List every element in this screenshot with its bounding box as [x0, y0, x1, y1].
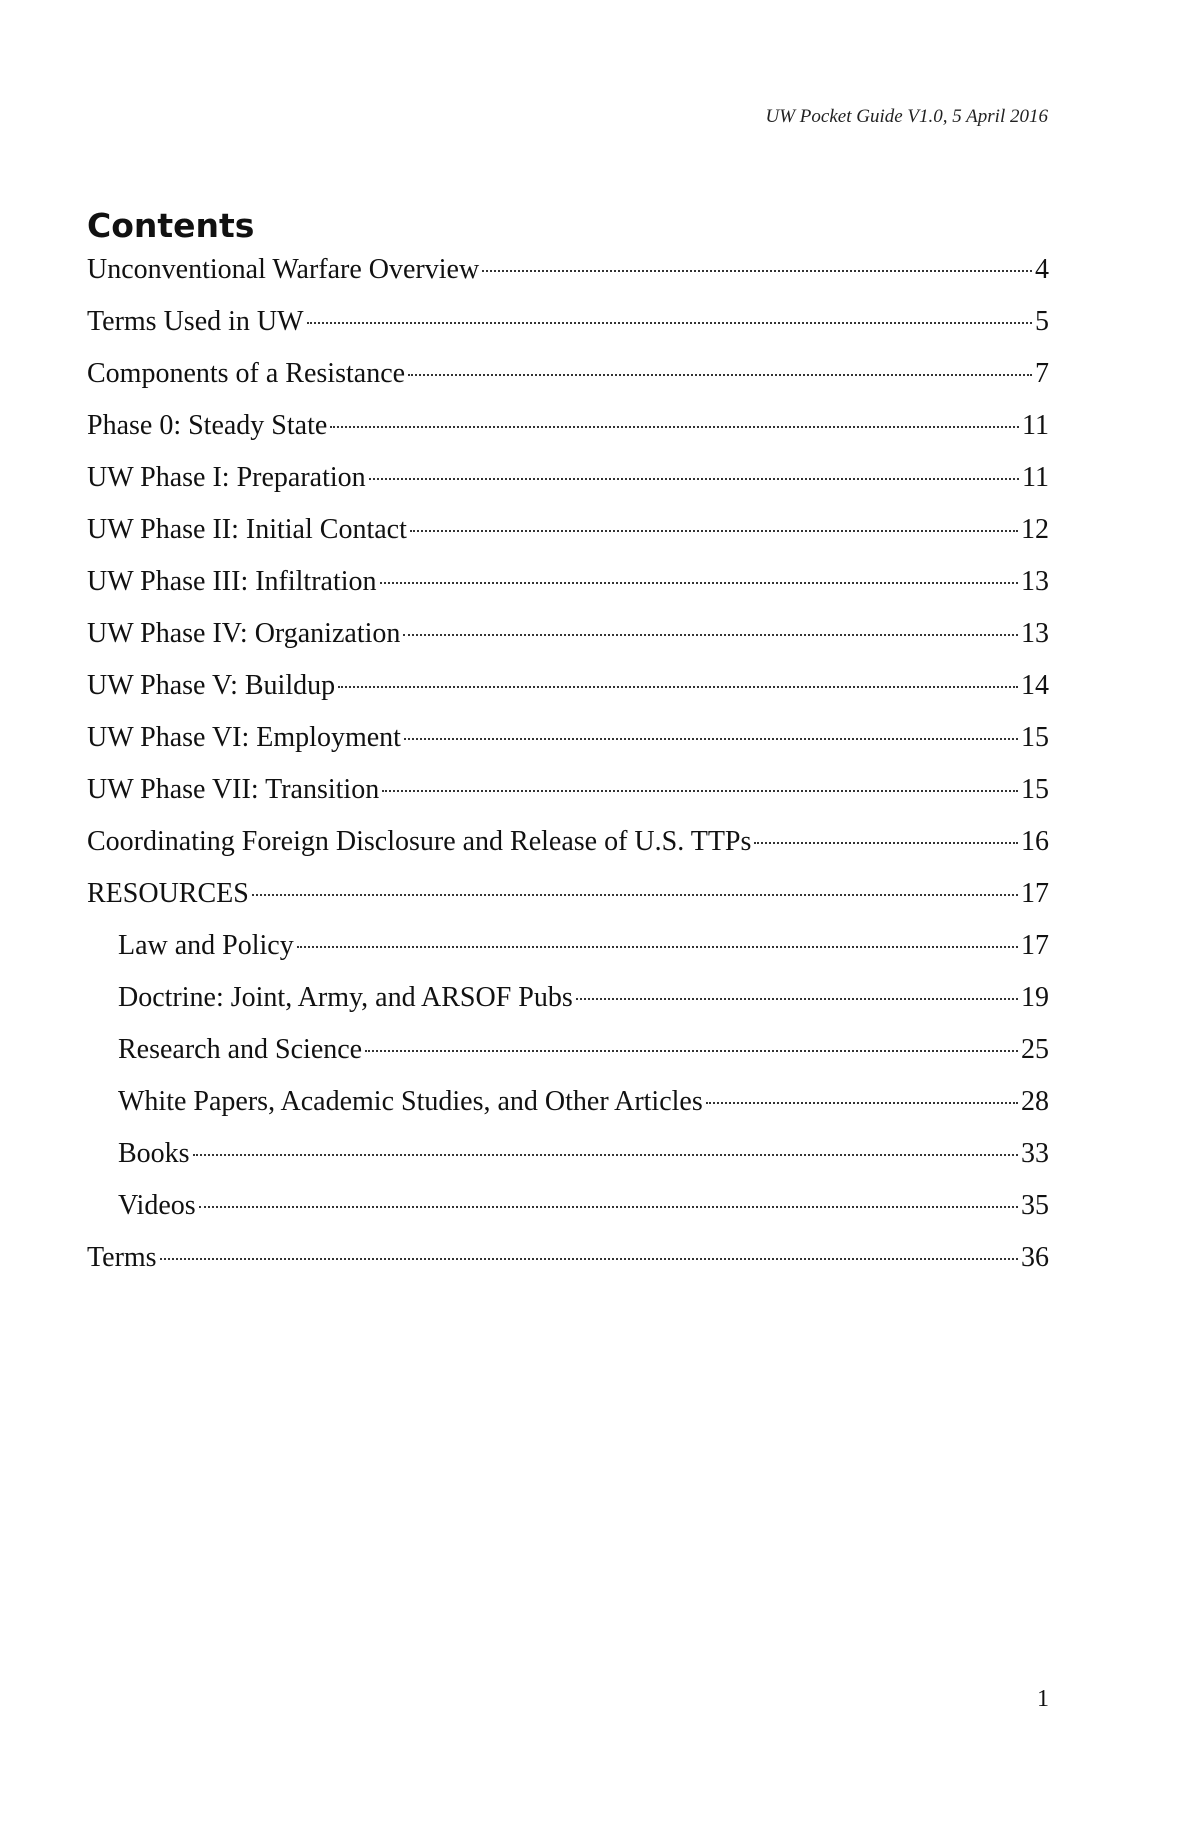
toc-entry[interactable]	[87, 1242, 1049, 1294]
dot-leader	[369, 478, 1019, 480]
toc-entry-title: Components of a Resistance	[87, 358, 406, 389]
dot-leader	[706, 1102, 1018, 1104]
dot-leader	[297, 946, 1018, 948]
toc-entry[interactable]	[87, 306, 1049, 358]
toc-entry-page-number: 7	[1035, 358, 1049, 389]
toc-entry[interactable]	[87, 1034, 1049, 1086]
toc-entry-page-number: 13	[1021, 618, 1049, 649]
dot-leader	[252, 894, 1018, 896]
running-header: UW Pocket Guide V1.0, 5 April 2016	[765, 106, 1048, 127]
toc-entry-title: Law and Policy	[118, 930, 294, 961]
dot-leader	[576, 998, 1018, 1000]
dot-leader	[410, 530, 1018, 532]
toc-entry-page-number: 4	[1035, 254, 1049, 285]
toc-entry-page-number: 15	[1021, 722, 1049, 753]
dot-leader	[160, 1258, 1018, 1260]
toc-entry-page-number: 17	[1021, 878, 1049, 909]
toc-entry-page-number: 16	[1021, 826, 1049, 857]
toc-entry-title: Coordinating Foreign Disclosure and Release of U.S. TTPs	[87, 826, 752, 857]
dot-leader	[380, 582, 1018, 584]
dot-leader	[403, 634, 1018, 636]
dot-leader	[307, 322, 1032, 324]
toc-entry-title: White Papers, Academic Studies, and Other Articles	[118, 1086, 703, 1117]
toc-entry-page-number: 25	[1021, 1034, 1049, 1065]
toc-entry-title: Terms Used in UW	[87, 306, 304, 337]
toc-entry[interactable]	[87, 826, 1049, 878]
toc-entry[interactable]	[87, 358, 1049, 410]
toc-entry-page-number: 35	[1021, 1190, 1049, 1221]
toc-entry[interactable]	[87, 462, 1049, 514]
toc-entry-page-number: 36	[1021, 1242, 1049, 1273]
toc-entry-page-number: 11	[1022, 462, 1049, 493]
toc-entry-title: Books	[118, 1138, 190, 1169]
toc-entry-title: Doctrine: Joint, Army, and ARSOF Pubs	[118, 982, 573, 1013]
dot-leader	[193, 1154, 1018, 1156]
dot-leader	[365, 1050, 1018, 1052]
toc-entry[interactable]	[87, 722, 1049, 774]
toc-entry-title: Unconventional Warfare Overview	[87, 254, 480, 285]
toc-entry-title: UW Phase I: Preparation	[87, 462, 366, 493]
dot-leader	[404, 738, 1018, 740]
toc-entry-page-number: 12	[1021, 514, 1049, 545]
toc-heading: Contents	[87, 206, 255, 245]
dot-leader	[482, 270, 1032, 272]
toc-entry[interactable]	[87, 670, 1049, 722]
toc-entry[interactable]	[87, 254, 1049, 306]
toc-entry[interactable]	[87, 566, 1049, 618]
toc-entry[interactable]	[87, 878, 1049, 930]
toc-entry[interactable]	[87, 982, 1049, 1034]
toc-entry[interactable]	[87, 1086, 1049, 1138]
toc-entry-title: UW Phase III: Infiltration	[87, 566, 377, 597]
toc-entry-title: UW Phase VI: Employment	[87, 722, 401, 753]
toc-entry-title: UW Phase VII: Transition	[87, 774, 380, 805]
toc-entry[interactable]	[87, 618, 1049, 670]
toc-entry-page-number: 17	[1021, 930, 1049, 961]
dot-leader	[382, 790, 1018, 792]
dot-leader	[408, 374, 1032, 376]
dot-leader	[754, 842, 1018, 844]
toc-entry[interactable]	[87, 930, 1049, 982]
table-of-contents	[87, 206, 1049, 1294]
toc-entry[interactable]	[87, 514, 1049, 566]
toc-entry-title: Terms	[87, 1242, 157, 1273]
toc-entry-title: RESOURCES	[87, 878, 249, 909]
dot-leader	[199, 1206, 1018, 1208]
toc-entry[interactable]	[87, 1190, 1049, 1242]
toc-entry-title: Research and Science	[118, 1034, 363, 1065]
toc-entry[interactable]	[87, 410, 1049, 462]
dot-leader	[338, 686, 1018, 688]
toc-entry-page-number: 19	[1021, 982, 1049, 1013]
toc-entry-title: UW Phase IV: Organization	[87, 618, 401, 649]
toc-entry-title: UW Phase V: Buildup	[87, 670, 336, 701]
toc-entry-page-number: 15	[1021, 774, 1049, 805]
page-number: 1	[1037, 1686, 1049, 1712]
dot-leader	[330, 426, 1019, 428]
toc-entry[interactable]	[87, 1138, 1049, 1190]
toc-entry-title: Phase 0: Steady State	[87, 410, 328, 441]
toc-entry-page-number: 14	[1021, 670, 1049, 701]
toc-entry-page-number: 11	[1022, 410, 1049, 441]
toc-entry-page-number: 13	[1021, 566, 1049, 597]
toc-list	[87, 254, 1049, 1294]
toc-entry-page-number: 28	[1021, 1086, 1049, 1117]
toc-entry-page-number: 33	[1021, 1138, 1049, 1169]
toc-entry-title: Videos	[118, 1190, 196, 1221]
toc-entry-page-number: 5	[1035, 306, 1049, 337]
toc-entry-title: UW Phase II: Initial Contact	[87, 514, 407, 545]
toc-entry[interactable]	[87, 774, 1049, 826]
